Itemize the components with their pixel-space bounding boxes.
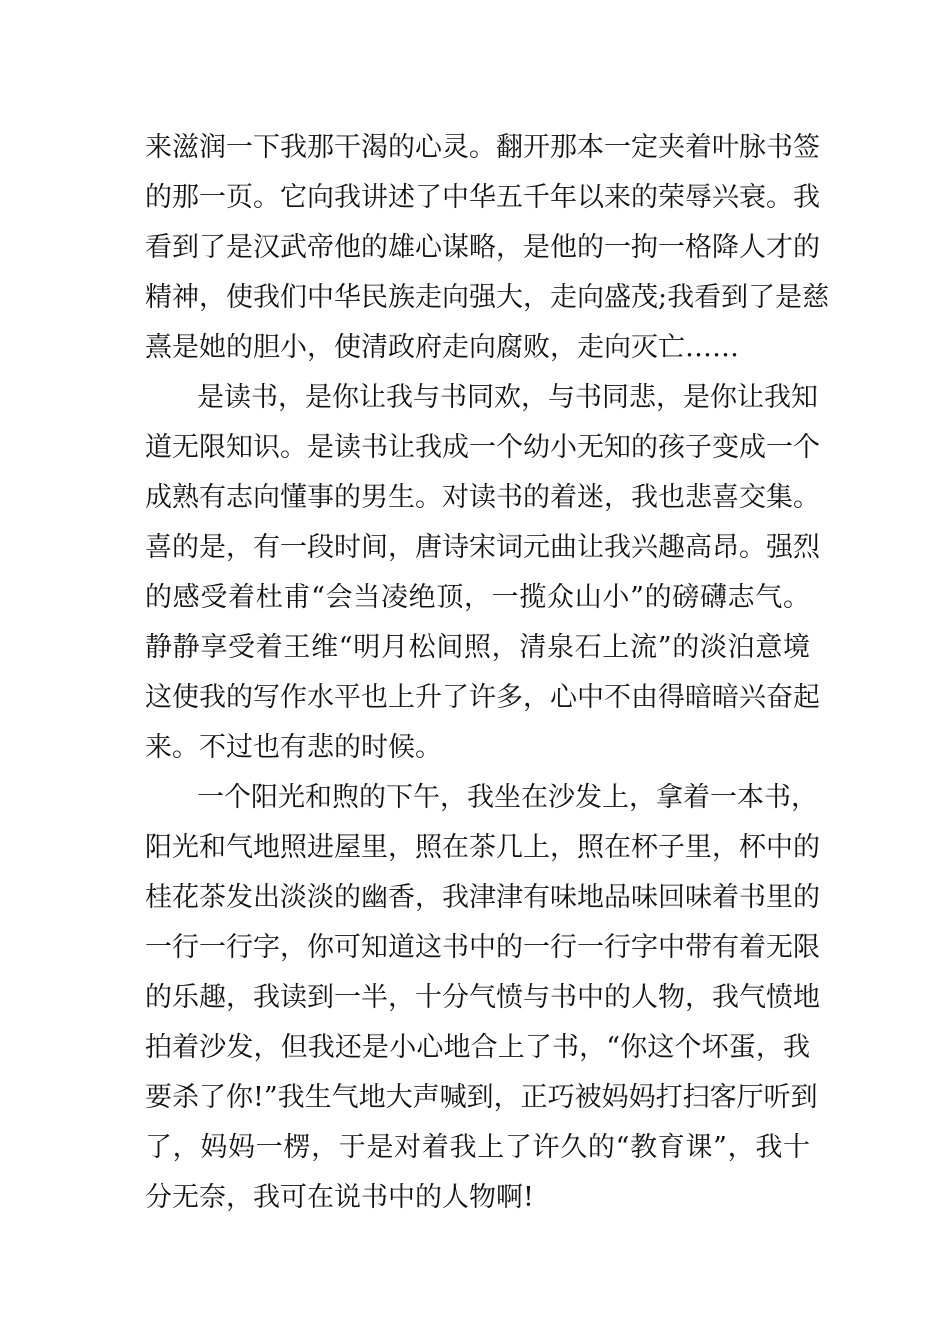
text-line: 精神，使我们中华民族走向强大，走向盛茂;我看到了是慈 [145,282,830,313]
text-line: 要杀了你!”我生气地大声喊到，正巧被妈妈打扫客厅听到 [145,1082,818,1113]
text-line: 道无限知识。是读书让我成一个幼小无知的孩子变成一个 [145,432,820,463]
text-line: 熹是她的胆小，使清政府走向腐败，走向灭亡…… [145,332,739,363]
text-line: 的乐趣，我读到一半，十分气愤与书中的人物，我气愤地 [145,982,820,1013]
text-line: 桂花茶发出淡淡的幽香，我津津有味地品味回味着书里的 [145,882,820,913]
text-line: 看到了是汉武帝他的雄心谋略，是他的一拘一格降人才的 [145,232,820,263]
text-line: 这使我的写作水平也上升了许多，心中不由得暗暗兴奋起 [145,682,820,713]
text-line: 一行一行字，你可知道这书中的一行一行字中带有着无限 [145,932,820,963]
text-line: 的那一页。它向我讲述了中华五千年以来的荣辱兴衰。我 [145,182,820,213]
text-line: 一个阳光和煦的下午，我坐在沙发上，拿着一本书， [197,782,818,813]
text-line: 分无奈，我可在说书中的人物啊! [145,1182,534,1213]
text-line: 是读书，是你让我与书同欢，与书同悲，是你让我知 [197,382,818,413]
text-line: 的感受着杜甫“会当凌绝顶，一揽众山小”的磅礴志气。 [145,582,810,613]
text-line: 拍着沙发，但我还是小心地合上了书，“你这个坏蛋，我 [145,1032,810,1063]
text-line: 来滋润一下我那干渴的心灵。翻开那本一定夹着叶脉书签 [145,132,820,163]
text-line: 来。不过也有悲的时候。 [145,732,442,763]
text-line: 静静享受着王维“明月松间照，清泉石上流”的淡泊意境 [145,632,810,663]
text-line: 喜的是，有一段时间，唐诗宋词元曲让我兴趣高昂。强烈 [145,532,820,563]
text-line: 阳光和气地照进屋里，照在茶几上，照在杯子里，杯中的 [145,832,820,863]
text-line: 成熟有志向懂事的男生。对读书的着迷，我也悲喜交集。 [145,482,820,513]
text-line: 了，妈妈一楞，于是对着我上了许久的“教育课”，我十 [145,1132,810,1163]
